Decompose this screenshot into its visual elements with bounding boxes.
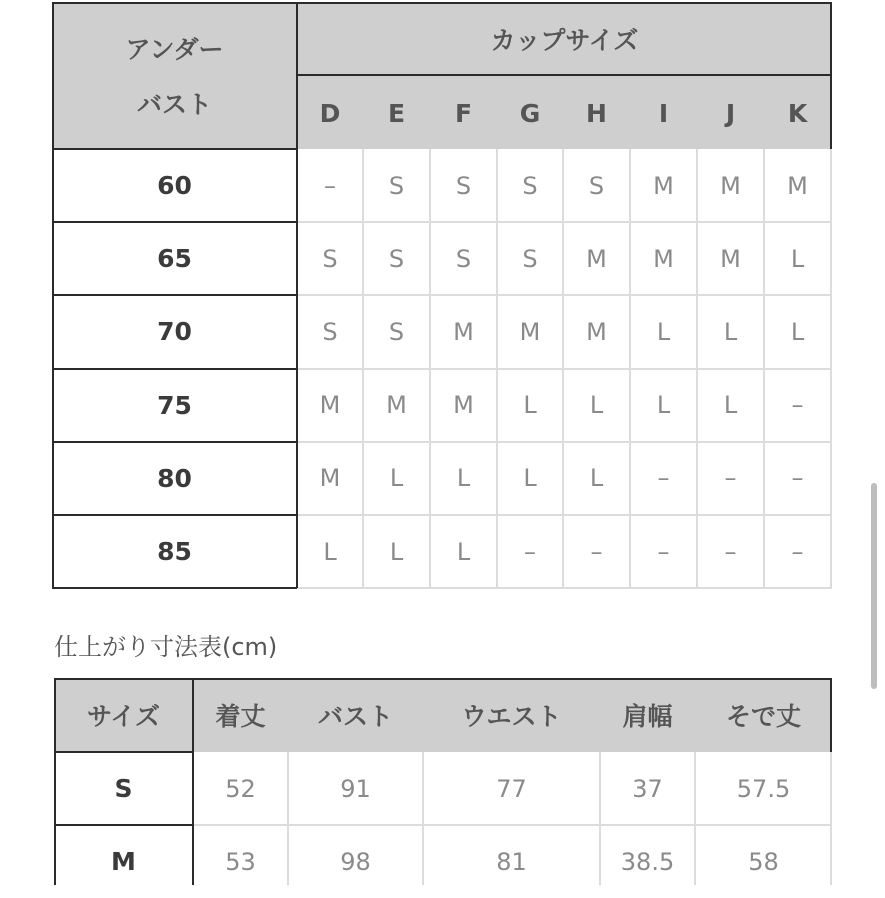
cup-letter-J: J [725,98,736,128]
border-line [830,678,832,752]
scrollbar-thumb[interactable] [871,483,877,689]
size-cell: S [588,171,605,200]
size-cell: S [388,171,405,200]
border-line [52,148,297,150]
size-cell: – [657,464,670,493]
border-line [52,2,832,4]
measure-header-2: バスト [317,702,393,731]
size-cell: – [791,391,804,420]
size-cell: S [522,171,538,200]
size-cell: – [524,537,536,566]
size-cell: – [724,537,737,566]
measure-cell: 98 [340,847,371,876]
grid-line [297,514,832,516]
measure-header-4: 肩幅 [622,702,673,731]
under-bust-65: 65 [157,244,192,274]
size-cell: – [724,464,737,493]
cup-letter-K: K [787,98,808,128]
measure-header-3: ウエスト [461,702,562,731]
grid-line [830,752,832,885]
measure-cell: 58 [748,847,779,876]
size-cell: S [388,244,405,273]
size-cell: S [455,244,472,273]
size-cell: S [322,317,338,346]
size-cell: M [586,244,607,273]
grid-line [297,587,832,589]
border-line [296,74,832,76]
size-cell: M [720,171,741,200]
cup-letter-F: F [454,98,473,128]
border-line [54,751,193,753]
under-bust-70: 70 [157,317,192,347]
under-bust-60: 60 [157,171,192,201]
grid-line [297,441,832,443]
size-cell: – [590,537,603,566]
size-cell: M [519,317,541,346]
border-line [54,678,832,680]
grid-line [422,752,424,885]
border-line [52,441,297,443]
measure-cell: 57.5 [736,774,791,803]
size-cell: L [656,391,671,420]
size-cell: L [723,317,738,346]
cup-size-label: カップサイズ [490,25,639,55]
size-cell: L [389,464,404,493]
grid-line [694,752,696,885]
measure-cell: 91 [340,774,371,803]
border-line [52,368,297,370]
cup-letter-D: D [319,98,341,128]
measure-cell: 53 [225,847,256,876]
size-cell: M [720,244,741,273]
size-label-S: S [114,774,133,803]
size-cell: – [791,537,804,566]
under-bust-80: 80 [157,463,192,493]
measure-cell: 81 [496,847,527,876]
under-bust-75: 75 [157,390,192,420]
size-cell: S [522,244,538,273]
size-cell: L [790,317,805,346]
cup-letter-I: I [658,98,669,128]
grid-line [287,752,289,885]
border-line [52,221,297,223]
under-bust-label-line1: アンダー [125,34,224,64]
size-cell: M [453,317,474,346]
size-cell: M [453,391,474,420]
measure-header-0: サイズ [86,702,160,731]
cup-letter-E: E [387,98,406,128]
size-cell: – [657,537,670,566]
size-cell: M [586,317,607,346]
size-cell: L [656,317,671,346]
measurement-caption: 仕上がり寸法表(cm) [54,633,278,661]
size-label-M: M [111,847,136,876]
size-cell: M [653,244,674,273]
border-line [54,824,193,826]
border-line [192,678,194,885]
size-cell: S [322,244,338,273]
grid-line [297,368,832,370]
grid-line [193,824,832,826]
grid-line [297,294,832,296]
border-line [52,587,297,589]
size-cell: L [790,244,805,273]
size-cell: L [389,537,404,566]
grid-line [297,221,832,223]
measure-cell: 52 [225,774,256,803]
size-cell: S [388,317,405,346]
grid-line [599,752,601,885]
cup-letter-G: G [519,98,541,128]
size-cell: – [324,171,336,200]
size-cell: M [386,391,407,420]
measure-cell: 38.5 [620,847,675,876]
measure-cell: 77 [496,774,527,803]
size-cell: L [589,391,604,420]
cup-size-header [297,2,832,75]
size-cell: L [723,391,738,420]
measure-cell: 37 [632,774,663,803]
measure-header-1: 着丈 [215,702,266,731]
size-cell: S [455,171,472,200]
size-cell: L [523,464,537,493]
measure-header-5: そで丈 [725,702,801,731]
size-cell: – [791,464,804,493]
under-bust-label-line2: バスト [136,90,212,120]
under-bust-header [52,2,297,149]
size-cell: L [323,537,337,566]
under-bust-85: 85 [157,537,192,567]
border-line [52,294,297,296]
size-cell: L [523,391,537,420]
size-cell: M [319,391,341,420]
size-cell: M [653,171,674,200]
size-cell: L [589,464,604,493]
size-cell: M [787,171,808,200]
size-cell: M [319,464,341,493]
size-cell: L [456,537,471,566]
cup-letter-H: H [586,98,607,128]
border-line [52,514,297,516]
border-line [54,678,56,885]
size-cell: L [456,464,471,493]
